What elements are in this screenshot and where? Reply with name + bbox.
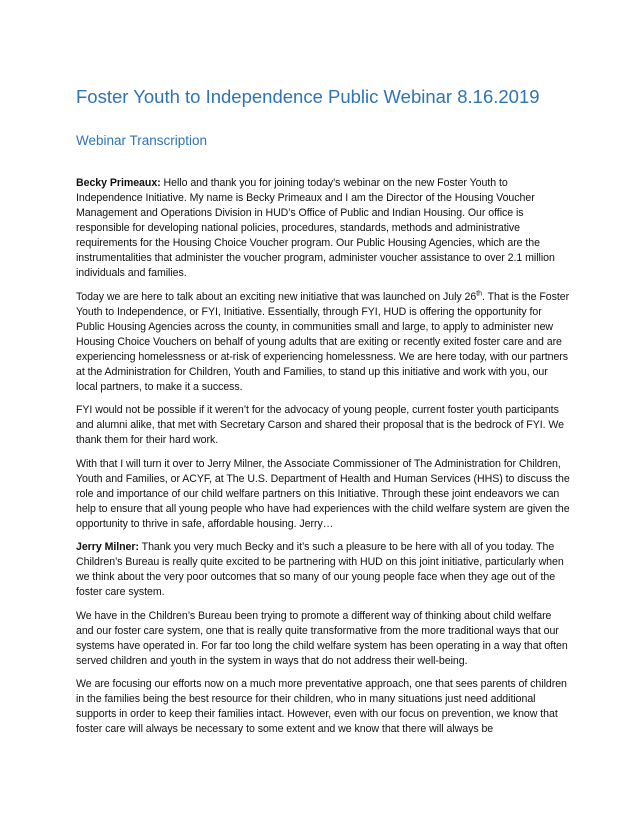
paragraph-advocacy: FYI would not be possible if it weren’t for the advocacy of young people, current foster youth participants and alumni alike, that met with Secretary Carson and shared their proposal that is the bedrock of FYI. We thank them for their hard work.: [76, 404, 565, 446]
ordinal-suffix: th: [476, 289, 482, 297]
paragraph-jerry-intro: [76, 540, 571, 600]
paragraph-text: Hello and thank you for joining today’s webinar on the new Foster Youth to Independence Initiative. My name is Becky Primeaux and I am the Director of the Housing Voucher Management and Operations Division in HUD’s Office of Public and Indian Housing. Our office is responsible for developing national policies, procedures, standards, methods and administrative requirements for the Housing Choice Voucher program. Our Public Housing Agencies, which are the instrumentalities that administer the voucher program, administer voucher assistance to over 2.1 million individuals and families.: [76, 177, 555, 279]
paragraph-handoff: With that I will turn it over to Jerry Milner, the Associate Commissioner of The Administration for Children, Youth and Families, or ACYF, at The U.S. Department of Health and Human Services (HHS) to discuss the role and importance of our child welfare partners on this Initiative. Through these joint endeavors we can help to ensure that all young people who have had experiences with the child welfare system are given the opportunity to thrive in safe, affordable housing. Jerry…: [76, 457, 570, 530]
document-subtitle: Webinar Transcription: [76, 133, 208, 148]
paragraph-becky-intro: [76, 176, 571, 281]
paragraph-text: Thank you very much Becky and it’s such a pleasure to be here with all of you today. The Children’s Bureau is really quite excited to be partnering with HUD on this joint initiative, particularly when we think about the very poor outcomes that so many of our young people face when they age out of the foster care system.: [76, 541, 564, 598]
speaker-label: Becky Primeaux:: [76, 177, 161, 189]
transcript-body: [76, 176, 571, 746]
paragraph-prevention: We are focusing our efforts now on a much more preventative approach, one that sees parents of children in the families being the best resource for their children, who in many situations just need additional supports in order to keep their families intact. However, even with our focus on prevention, we know that foster care will always be necessary to some extent and we know that there will always be: [76, 678, 567, 735]
paragraph-text: . That is the Foster Youth to Independence, or FYI, Initiative. Essentially, through FYI, HUD is offering the opportunity for Public Housing Agencies across the county, in communities small and large, to apply to administer new Housing Choice Vouchers on behalf of young adults that are exiting or recently exited foster care and are experiencing homelessness or at-risk of experiencing homelessness. We are here today, with our partners at the Administration for Children, Youth and Families, to stand up this initiative and work with you, our local partners, to make it a success.: [76, 290, 570, 393]
paragraph-initiative: [76, 290, 571, 395]
speaker-label: Jerry Milner:: [76, 541, 139, 553]
paragraph-text: Today we are here to talk about an exciting new initiative that was launched on July 26: [76, 290, 477, 303]
paragraph-childrens-bureau: We have in the Children’s Bureau been trying to promote a different way of thinking about child welfare and our foster care system, one that is really quite transformative from the more traditional ways that our systems have operated in. For far too long the child welfare system has been operating in a way that often served children and youth in the system in ways that do not address their well-being.: [76, 609, 568, 667]
document-title: Foster Youth to Independence Public Webinar 8.16.2019: [76, 86, 540, 107]
